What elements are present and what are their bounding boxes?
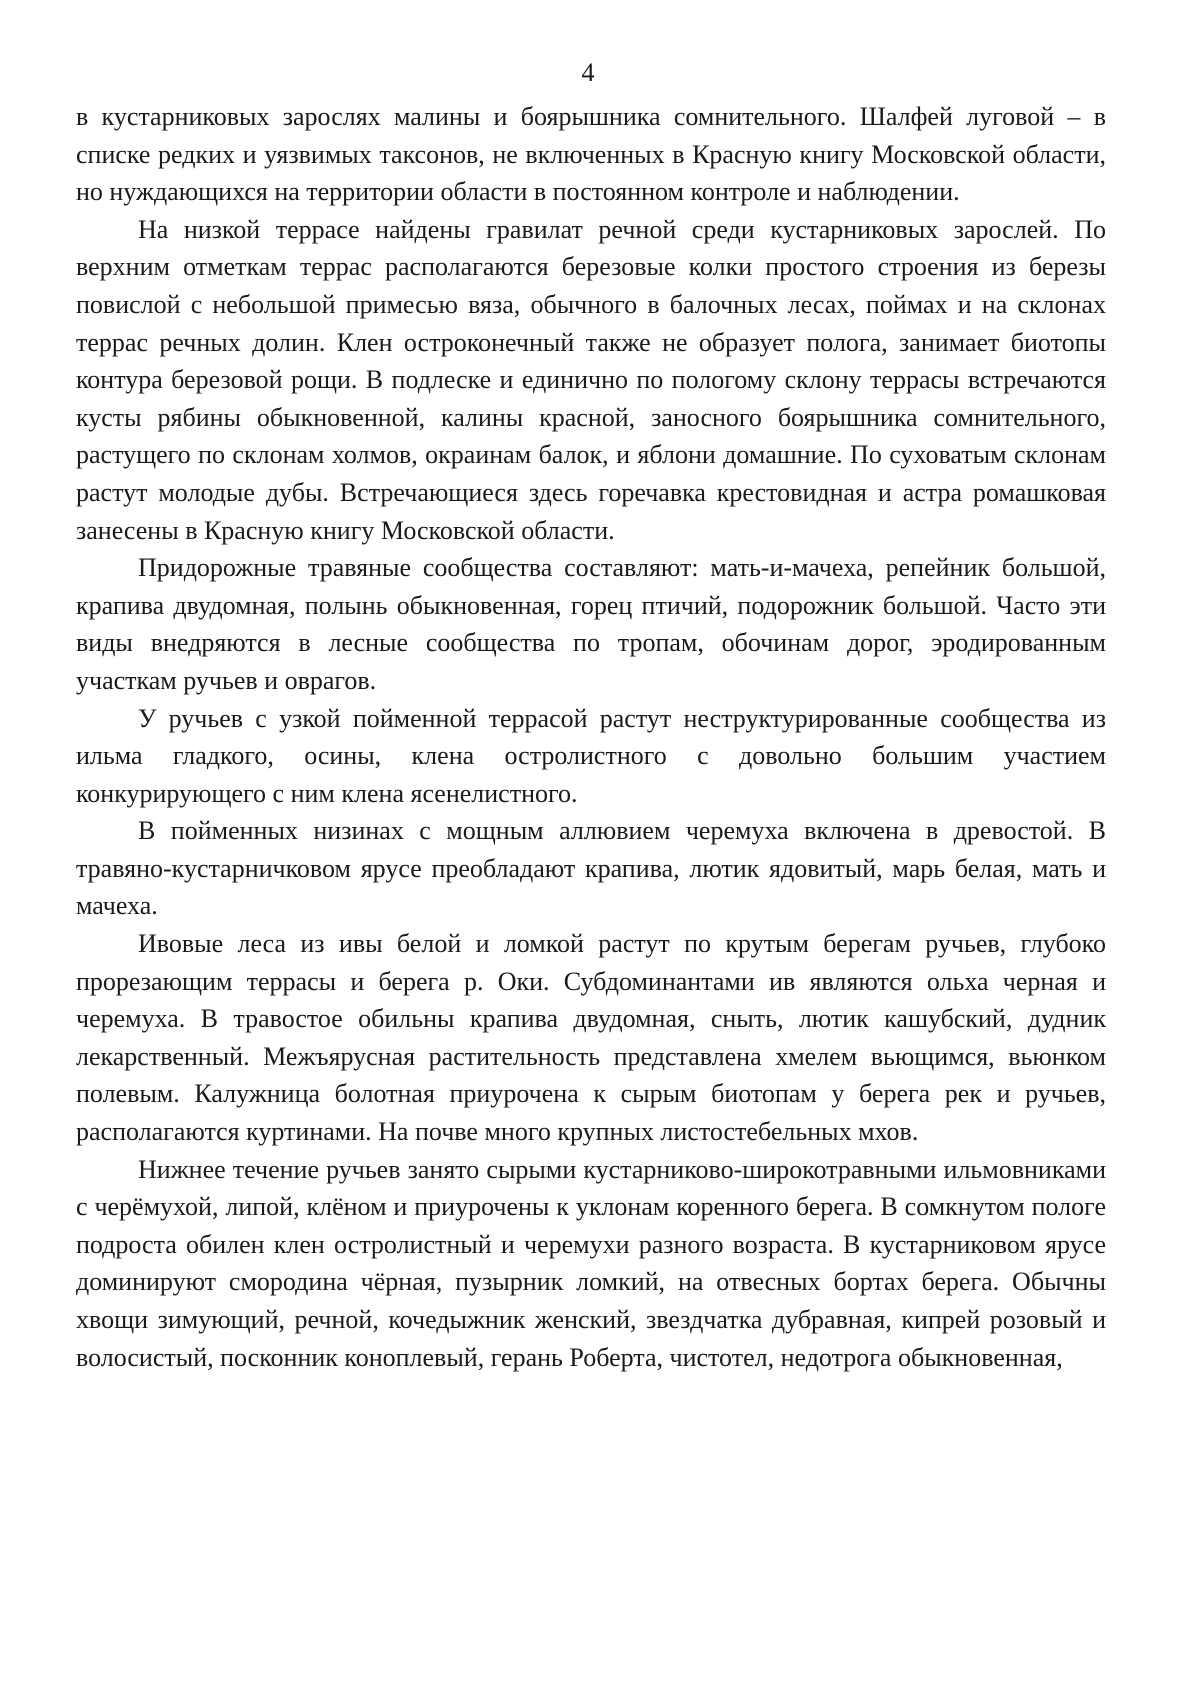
- paragraph-low-terrace: На низкой террасе найдены гравилат речной среди кустарниковых зарослей. По верхним отметкам террас располагаются березовые колки простого строения из березы повислой с небольшой примесью вяза, обычного в балочных лесах, поймах и на склонах террас речных долин. Клен остроконечный также не образует полога, занимает биотопы контура березовой рощи. В подлеске и единично по пологому склону террасы встречаются кусты рябины обыкновенной, калины красной, заносного боярышника сомнительного, растущего по склонам холмов, окраинам балок, и яблони домашние. По суховатым склонам растут молодые дубы. Встречающиеся здесь горечавка крестовидная и астра ромашковая занесены в Красную книгу Московской области.: [76, 214, 1106, 545]
- paragraph-lower-stream: Нижнее течение ручьев занято сырыми кустарниково-широкотравными ильмовниками с черёмухой, липой, клёном и приурочены к уклонам коренного берега. В сомкнутом пологе подроста обилен клен остролистный и черемухи разного возраста. В кустарниковом ярусе доминируют смородина чёрная, пузырник ломкий, на отвесных бортах берега. Обычны хвощи зимующий, речной, кочедыжник женский, звездчатка дубравная, кипрей розовый и волосистый, посконник коноплевый, герань Роберта, чистотел, недотрога обыкновенная,: [76, 1154, 1106, 1372]
- page-number: 4: [581, 58, 595, 87]
- paragraph-roadside-communities: Придорожные травяные сообщества составляют: мать-и-мачеха, репейник большой, крапива двудомная, полынь обыкновенная, горец птичий, подорожник большой. Часто эти виды внедряются в лесные сообщества по тропам, обочинам дорог, эродированным участкам ручьев и оврагов.: [76, 553, 1106, 695]
- paragraph-willow-forests: Ивовые леса из ивы белой и ломкой растут по крутым берегам ручьев, глубоко прорезающим террасы и берега р. Оки. Субдоминантами ив являются ольха черная и черемуха. В травостое обильны крапива двудомная, сныть, лютик кашубский, дудник лекарственный. Межъярусная растительность представлена хмелем вьющимся, вьюнком полевым. Калужница болотная приурочена к сырым биотопам у берега рек и ручьев, располагаются куртинами. На почве много крупных листостебельных мхов.: [76, 929, 1106, 1147]
- paragraph-continuation: в кустарниковых зарослях малины и боярышника сомнительного. Шалфей луговой – в списке редких и уязвимых таксонов, не включенных в Красную книгу Московской области, но нуждающихся на территории области в постоянном контроле и наблюдении.: [76, 102, 1106, 207]
- paragraph-streams: У ручьев с узкой пойменной террасой растут неструктурированные сообщества из ильма гладкого, осины, клена остролистного с довольно большим участием конкурирующего с ним клена ясенелистного.: [76, 703, 1106, 808]
- body-text: [76, 98, 1106, 1376]
- paragraph-floodplain-lowlands: В пойменных низинах с мощным аллювием черемуха включена в древостой. В травяно-кустарничковом ярусе преобладают крапива, лютик ядовитый, марь белая, мать и мачеха.: [76, 816, 1106, 921]
